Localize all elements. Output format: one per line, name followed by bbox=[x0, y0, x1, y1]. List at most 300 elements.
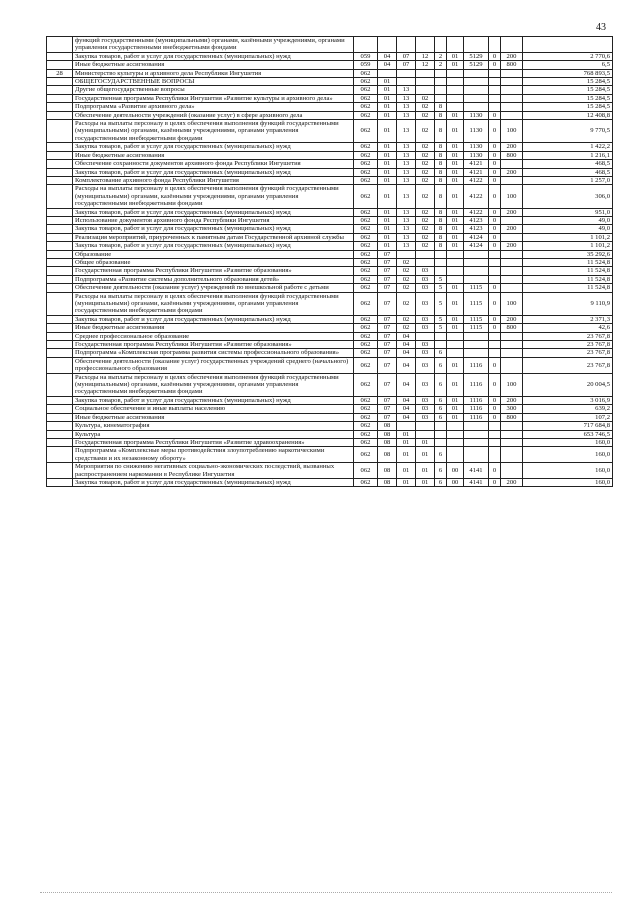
section-code: 08 bbox=[378, 447, 397, 463]
program-code: 02 bbox=[416, 216, 435, 224]
subsection-code: 13 bbox=[397, 233, 416, 241]
expense-type-code: 800 bbox=[501, 151, 523, 159]
ministry-code: 062 bbox=[354, 94, 378, 102]
ministry-code: 062 bbox=[354, 250, 378, 258]
direction-code bbox=[464, 332, 489, 340]
event-code bbox=[447, 430, 464, 438]
row-number bbox=[47, 324, 73, 332]
row-number bbox=[47, 151, 73, 159]
event-code bbox=[447, 250, 464, 258]
event-code: 01 bbox=[447, 120, 464, 143]
direction-code: 4124 bbox=[464, 233, 489, 241]
expense-name: Подпрограмма «Развитие архивного дела» bbox=[73, 103, 354, 111]
table-row bbox=[47, 242, 613, 250]
expense-name: Закупка товаров, работ и услуг для государственных (муниципальных) нужд bbox=[73, 242, 354, 250]
expense-type-code bbox=[501, 275, 523, 283]
row-number bbox=[47, 438, 73, 446]
amount: 3 016,9 bbox=[523, 396, 613, 404]
ministry-code: 062 bbox=[354, 86, 378, 94]
row-number bbox=[47, 422, 73, 430]
table-row bbox=[47, 463, 613, 479]
direction-sub-code: 0 bbox=[489, 52, 501, 60]
direction-code: 1116 bbox=[464, 357, 489, 373]
row-number bbox=[47, 86, 73, 94]
subsection-code: 13 bbox=[397, 176, 416, 184]
subsection-code bbox=[397, 422, 416, 430]
table-row bbox=[47, 143, 613, 151]
amount: 107,2 bbox=[523, 413, 613, 421]
direction-sub-code: 0 bbox=[489, 208, 501, 216]
subprogram-code: 5 bbox=[435, 292, 447, 315]
expense-name: Закупка товаров, работ и услуг для государственных (муниципальных) нужд bbox=[73, 225, 354, 233]
event-code: 01 bbox=[447, 111, 464, 119]
table-row bbox=[47, 438, 613, 446]
budget-table bbox=[46, 36, 613, 487]
event-code: 01 bbox=[447, 396, 464, 404]
amount: 1 257,0 bbox=[523, 176, 613, 184]
direction-code: 1116 bbox=[464, 413, 489, 421]
program-code: 02 bbox=[416, 143, 435, 151]
direction-code: 1116 bbox=[464, 405, 489, 413]
expense-name: Среднее профессиональное образование bbox=[73, 332, 354, 340]
subsection-code: 02 bbox=[397, 275, 416, 283]
subprogram-code: 8 bbox=[435, 103, 447, 111]
program-code: 02 bbox=[416, 111, 435, 119]
table-row bbox=[47, 258, 613, 266]
ministry-code: 062 bbox=[354, 151, 378, 159]
direction-sub-code: 0 bbox=[489, 292, 501, 315]
table-row bbox=[47, 422, 613, 430]
row-number bbox=[47, 250, 73, 258]
program-code: 02 bbox=[416, 233, 435, 241]
expense-type-code: 200 bbox=[501, 315, 523, 323]
expense-name: Подпрограмма «Комплексные меры противодействия злоупотреблению наркотическими средствами и их незаконному обороту» bbox=[73, 447, 354, 463]
row-number bbox=[47, 103, 73, 111]
expense-name: ОБЩЕГОСУДАРСТВЕННЫЕ ВОПРОСЫ bbox=[73, 78, 354, 86]
direction-sub-code: 0 bbox=[489, 216, 501, 224]
row-number bbox=[47, 373, 73, 396]
subsection-code: 04 bbox=[397, 341, 416, 349]
subsection-code: 04 bbox=[397, 349, 416, 357]
direction-code: 4123 bbox=[464, 225, 489, 233]
expense-name: Закупка товаров, работ и услуг для государственных (муниципальных) нужд bbox=[73, 208, 354, 216]
direction-code: 4121 bbox=[464, 168, 489, 176]
table-row bbox=[47, 103, 613, 111]
direction-sub-code bbox=[489, 78, 501, 86]
subprogram-code bbox=[435, 341, 447, 349]
direction-code: 1115 bbox=[464, 292, 489, 315]
subprogram-code: 8 bbox=[435, 208, 447, 216]
event-code bbox=[447, 258, 464, 266]
expense-type-code: 200 bbox=[501, 52, 523, 60]
subprogram-code: 2 bbox=[435, 61, 447, 69]
table-row bbox=[47, 396, 613, 404]
table-row bbox=[47, 52, 613, 60]
subprogram-code: 8 bbox=[435, 242, 447, 250]
event-code bbox=[447, 332, 464, 340]
section-code: 08 bbox=[378, 422, 397, 430]
ministry-code: 062 bbox=[354, 176, 378, 184]
program-code: 02 bbox=[416, 151, 435, 159]
expense-name: Образование bbox=[73, 250, 354, 258]
event-code bbox=[447, 69, 464, 77]
program-code: 02 bbox=[416, 208, 435, 216]
expense-name: Другие общегосударственные вопросы bbox=[73, 86, 354, 94]
ministry-code: 062 bbox=[354, 120, 378, 143]
amount: 1 422,2 bbox=[523, 143, 613, 151]
table-row bbox=[47, 69, 613, 77]
subsection-code: 01 bbox=[397, 478, 416, 486]
direction-code bbox=[464, 438, 489, 446]
subsection-code bbox=[397, 78, 416, 86]
expense-name: Закупка товаров, работ и услуг для государственных (муниципальных) нужд bbox=[73, 52, 354, 60]
direction-code bbox=[464, 250, 489, 258]
direction-code: 4122 bbox=[464, 185, 489, 208]
subsection-code: 04 bbox=[397, 413, 416, 421]
amount: 11 524,8 bbox=[523, 284, 613, 292]
program-code: 02 bbox=[416, 225, 435, 233]
amount: 23 767,8 bbox=[523, 332, 613, 340]
direction-sub-code bbox=[489, 86, 501, 94]
expense-type-code bbox=[501, 216, 523, 224]
program-code: 03 bbox=[416, 324, 435, 332]
direction-code: 4122 bbox=[464, 176, 489, 184]
ministry-code: 062 bbox=[354, 78, 378, 86]
direction-sub-code bbox=[489, 447, 501, 463]
direction-code: 1115 bbox=[464, 284, 489, 292]
subsection-code: 04 bbox=[397, 396, 416, 404]
ministry-code: 062 bbox=[354, 185, 378, 208]
section-code: 07 bbox=[378, 292, 397, 315]
expense-type-code bbox=[501, 332, 523, 340]
event-code: 01 bbox=[447, 242, 464, 250]
event-code: 01 bbox=[447, 52, 464, 60]
expense-name: Мероприятия по снижению негативных социально-экономических последствий, вызванных распространением наркомании в Республике Ингушетия bbox=[73, 463, 354, 479]
subsection-code: 13 bbox=[397, 86, 416, 94]
expense-name: Закупка товаров, работ и услуг для государственных (муниципальных) нужд bbox=[73, 168, 354, 176]
section-code: 08 bbox=[378, 430, 397, 438]
row-number bbox=[47, 160, 73, 168]
program-code: 02 bbox=[416, 242, 435, 250]
amount: 15 284,5 bbox=[523, 94, 613, 102]
ministry-code: 062 bbox=[354, 463, 378, 479]
table-row bbox=[47, 341, 613, 349]
ministry-code: 062 bbox=[354, 111, 378, 119]
program-code: 02 bbox=[416, 160, 435, 168]
event-code bbox=[447, 267, 464, 275]
direction-code bbox=[464, 37, 489, 53]
amount: 1 216,1 bbox=[523, 151, 613, 159]
event-code: 01 bbox=[447, 225, 464, 233]
row-number bbox=[47, 242, 73, 250]
expense-type-code bbox=[501, 86, 523, 94]
section-code: 07 bbox=[378, 396, 397, 404]
program-code bbox=[416, 78, 435, 86]
direction-sub-code bbox=[489, 37, 501, 53]
table-row bbox=[47, 478, 613, 486]
expense-name: Расходы на выплаты персоналу в целях обеспечения выполнения функций государственными (муниципальными) органами, казёнными учреждениями, органами управления государственными внебюджетными фондами bbox=[73, 373, 354, 396]
subprogram-code: 8 bbox=[435, 168, 447, 176]
row-number bbox=[47, 78, 73, 86]
direction-sub-code: 0 bbox=[489, 233, 501, 241]
subsection-code: 01 bbox=[397, 430, 416, 438]
ministry-code: 062 bbox=[354, 438, 378, 446]
section-code bbox=[378, 69, 397, 77]
subprogram-code: 6 bbox=[435, 405, 447, 413]
direction-sub-code bbox=[489, 103, 501, 111]
table-row bbox=[47, 225, 613, 233]
row-number bbox=[47, 111, 73, 119]
direction-sub-code bbox=[489, 430, 501, 438]
row-number bbox=[47, 341, 73, 349]
direction-code bbox=[464, 78, 489, 86]
subprogram-code: 8 bbox=[435, 151, 447, 159]
row-number bbox=[47, 185, 73, 208]
subprogram-code bbox=[435, 69, 447, 77]
section-code: 08 bbox=[378, 438, 397, 446]
event-code: 01 bbox=[447, 233, 464, 241]
direction-sub-code: 0 bbox=[489, 168, 501, 176]
direction-code: 4121 bbox=[464, 160, 489, 168]
direction-code bbox=[464, 341, 489, 349]
event-code bbox=[447, 37, 464, 53]
ministry-code: 062 bbox=[354, 258, 378, 266]
ministry-code: 062 bbox=[354, 69, 378, 77]
program-code: 01 bbox=[416, 478, 435, 486]
subprogram-code: 8 bbox=[435, 185, 447, 208]
ministry-code: 062 bbox=[354, 478, 378, 486]
direction-code: 1115 bbox=[464, 315, 489, 323]
ministry-code: 062 bbox=[354, 284, 378, 292]
expense-name: Использование документов архивного фонда Республики Ингушетия bbox=[73, 216, 354, 224]
direction-sub-code: 0 bbox=[489, 405, 501, 413]
expense-type-code: 200 bbox=[501, 396, 523, 404]
subsection-code: 13 bbox=[397, 216, 416, 224]
section-code: 01 bbox=[378, 111, 397, 119]
section-code: 01 bbox=[378, 225, 397, 233]
expense-type-code: 800 bbox=[501, 324, 523, 332]
row-number: 28 bbox=[47, 69, 73, 77]
direction-sub-code: 0 bbox=[489, 463, 501, 479]
expense-type-code bbox=[501, 357, 523, 373]
section-code: 07 bbox=[378, 349, 397, 357]
expense-name: Культура, кинематография bbox=[73, 422, 354, 430]
subsection-code: 13 bbox=[397, 151, 416, 159]
direction-sub-code: 0 bbox=[489, 160, 501, 168]
section-code: 01 bbox=[378, 120, 397, 143]
section-code: 07 bbox=[378, 315, 397, 323]
program-code bbox=[416, 422, 435, 430]
section-code: 01 bbox=[378, 168, 397, 176]
subprogram-code: 8 bbox=[435, 216, 447, 224]
row-number bbox=[47, 37, 73, 53]
section-code: 07 bbox=[378, 324, 397, 332]
section-code: 07 bbox=[378, 357, 397, 373]
amount: 1 101,2 bbox=[523, 242, 613, 250]
amount: 9 110,9 bbox=[523, 292, 613, 315]
table-row bbox=[47, 292, 613, 315]
subprogram-code bbox=[435, 94, 447, 102]
expense-name: Иные бюджетные ассигнования bbox=[73, 61, 354, 69]
program-code: 03 bbox=[416, 373, 435, 396]
program-code: 01 bbox=[416, 463, 435, 479]
amount: 9 770,5 bbox=[523, 120, 613, 143]
direction-code bbox=[464, 258, 489, 266]
amount: 2 371,3 bbox=[523, 315, 613, 323]
direction-code bbox=[464, 447, 489, 463]
expense-name: Расходы на выплаты персоналу в целях обеспечения выполнения функций государственными (муниципальными) органами, казёнными учреждениями, органами управления государственными внебюджетными фондами bbox=[73, 185, 354, 208]
amount: 160,0 bbox=[523, 463, 613, 479]
row-number bbox=[47, 275, 73, 283]
ministry-code: 062 bbox=[354, 422, 378, 430]
direction-code: 4141 bbox=[464, 463, 489, 479]
subprogram-code: 8 bbox=[435, 233, 447, 241]
event-code: 01 bbox=[447, 324, 464, 332]
program-code: 12 bbox=[416, 52, 435, 60]
row-number bbox=[47, 61, 73, 69]
amount: 35 292,6 bbox=[523, 250, 613, 258]
row-number bbox=[47, 168, 73, 176]
row-number bbox=[47, 225, 73, 233]
table-row bbox=[47, 357, 613, 373]
table-row bbox=[47, 78, 613, 86]
row-number bbox=[47, 284, 73, 292]
program-code: 12 bbox=[416, 61, 435, 69]
expense-type-code: 300 bbox=[501, 405, 523, 413]
direction-code: 1130 bbox=[464, 151, 489, 159]
direction-code bbox=[464, 86, 489, 94]
ministry-code: 062 bbox=[354, 160, 378, 168]
expense-name: Подпрограмма «Комплексная программа развития системы профессионального образования» bbox=[73, 349, 354, 357]
program-code: 03 bbox=[416, 315, 435, 323]
section-code: 01 bbox=[378, 160, 397, 168]
program-code bbox=[416, 332, 435, 340]
direction-sub-code: 0 bbox=[489, 373, 501, 396]
expense-type-code bbox=[501, 267, 523, 275]
program-code: 03 bbox=[416, 267, 435, 275]
program-code bbox=[416, 86, 435, 94]
row-number bbox=[47, 208, 73, 216]
subsection-code: 04 bbox=[397, 405, 416, 413]
ministry-code: 062 bbox=[354, 143, 378, 151]
subprogram-code: 8 bbox=[435, 111, 447, 119]
ministry-code: 062 bbox=[354, 267, 378, 275]
event-code bbox=[447, 103, 464, 111]
direction-sub-code bbox=[489, 94, 501, 102]
expense-type-code bbox=[501, 176, 523, 184]
amount: 49,0 bbox=[523, 216, 613, 224]
direction-sub-code bbox=[489, 349, 501, 357]
program-code bbox=[416, 258, 435, 266]
table-row bbox=[47, 185, 613, 208]
expense-name: Культура bbox=[73, 430, 354, 438]
direction-sub-code: 0 bbox=[489, 478, 501, 486]
expense-name: Расходы на выплаты персоналу в целях обеспечения выполнения функций государственными (муниципальными) органами, казёнными учреждениями, органами управления государственными внебюджетными фондами bbox=[73, 292, 354, 315]
direction-code bbox=[464, 69, 489, 77]
amount: 639,2 bbox=[523, 405, 613, 413]
subprogram-code: 5 bbox=[435, 275, 447, 283]
program-code bbox=[416, 250, 435, 258]
direction-sub-code bbox=[489, 258, 501, 266]
subsection-code: 13 bbox=[397, 94, 416, 102]
subsection-code: 13 bbox=[397, 120, 416, 143]
direction-sub-code bbox=[489, 69, 501, 77]
ministry-code: 059 bbox=[354, 52, 378, 60]
direction-code bbox=[464, 94, 489, 102]
direction-sub-code bbox=[489, 422, 501, 430]
ministry-code: 062 bbox=[354, 341, 378, 349]
section-code: 01 bbox=[378, 185, 397, 208]
program-code: 03 bbox=[416, 405, 435, 413]
subprogram-code bbox=[435, 258, 447, 266]
subprogram-code bbox=[435, 267, 447, 275]
direction-code: 1116 bbox=[464, 396, 489, 404]
amount: 468,5 bbox=[523, 160, 613, 168]
amount: 306,0 bbox=[523, 185, 613, 208]
event-code: 01 bbox=[447, 185, 464, 208]
amount: 717 684,8 bbox=[523, 422, 613, 430]
section-code: 01 bbox=[378, 86, 397, 94]
direction-sub-code: 0 bbox=[489, 324, 501, 332]
program-code: 03 bbox=[416, 357, 435, 373]
direction-code: 1130 bbox=[464, 143, 489, 151]
subprogram-code bbox=[435, 78, 447, 86]
table-row bbox=[47, 284, 613, 292]
section-code: 07 bbox=[378, 341, 397, 349]
section-code: 07 bbox=[378, 258, 397, 266]
table-row bbox=[47, 111, 613, 119]
ministry-code: 062 bbox=[354, 349, 378, 357]
amount: 1 101,2 bbox=[523, 233, 613, 241]
subprogram-code bbox=[435, 86, 447, 94]
expense-name: Государственная программа Республики Ингушетия «Развитие образования» bbox=[73, 341, 354, 349]
expense-type-code: 100 bbox=[501, 373, 523, 396]
row-number bbox=[47, 52, 73, 60]
expense-type-code bbox=[501, 78, 523, 86]
ministry-code: 062 bbox=[354, 332, 378, 340]
amount: 768 893,5 bbox=[523, 69, 613, 77]
amount: 15 284,5 bbox=[523, 103, 613, 111]
direction-sub-code: 0 bbox=[489, 176, 501, 184]
row-number bbox=[47, 315, 73, 323]
section-code bbox=[378, 37, 397, 53]
program-code: 02 bbox=[416, 176, 435, 184]
table-row bbox=[47, 324, 613, 332]
subsection-code: 13 bbox=[397, 208, 416, 216]
table-row bbox=[47, 332, 613, 340]
ministry-code: 062 bbox=[354, 413, 378, 421]
event-code: 01 bbox=[447, 292, 464, 315]
subprogram-code bbox=[435, 332, 447, 340]
event-code: 01 bbox=[447, 61, 464, 69]
amount: 20 004,5 bbox=[523, 373, 613, 396]
section-code: 01 bbox=[378, 151, 397, 159]
direction-code: 4141 bbox=[464, 478, 489, 486]
event-code: 01 bbox=[447, 216, 464, 224]
direction-code bbox=[464, 275, 489, 283]
table-row bbox=[47, 447, 613, 463]
subsection-code: 13 bbox=[397, 168, 416, 176]
direction-sub-code: 0 bbox=[489, 120, 501, 143]
row-number bbox=[47, 216, 73, 224]
event-code: 01 bbox=[447, 151, 464, 159]
event-code bbox=[447, 349, 464, 357]
row-number bbox=[47, 430, 73, 438]
direction-sub-code: 0 bbox=[489, 111, 501, 119]
subsection-code: 13 bbox=[397, 160, 416, 168]
program-code: 02 bbox=[416, 94, 435, 102]
expense-type-code bbox=[501, 349, 523, 357]
